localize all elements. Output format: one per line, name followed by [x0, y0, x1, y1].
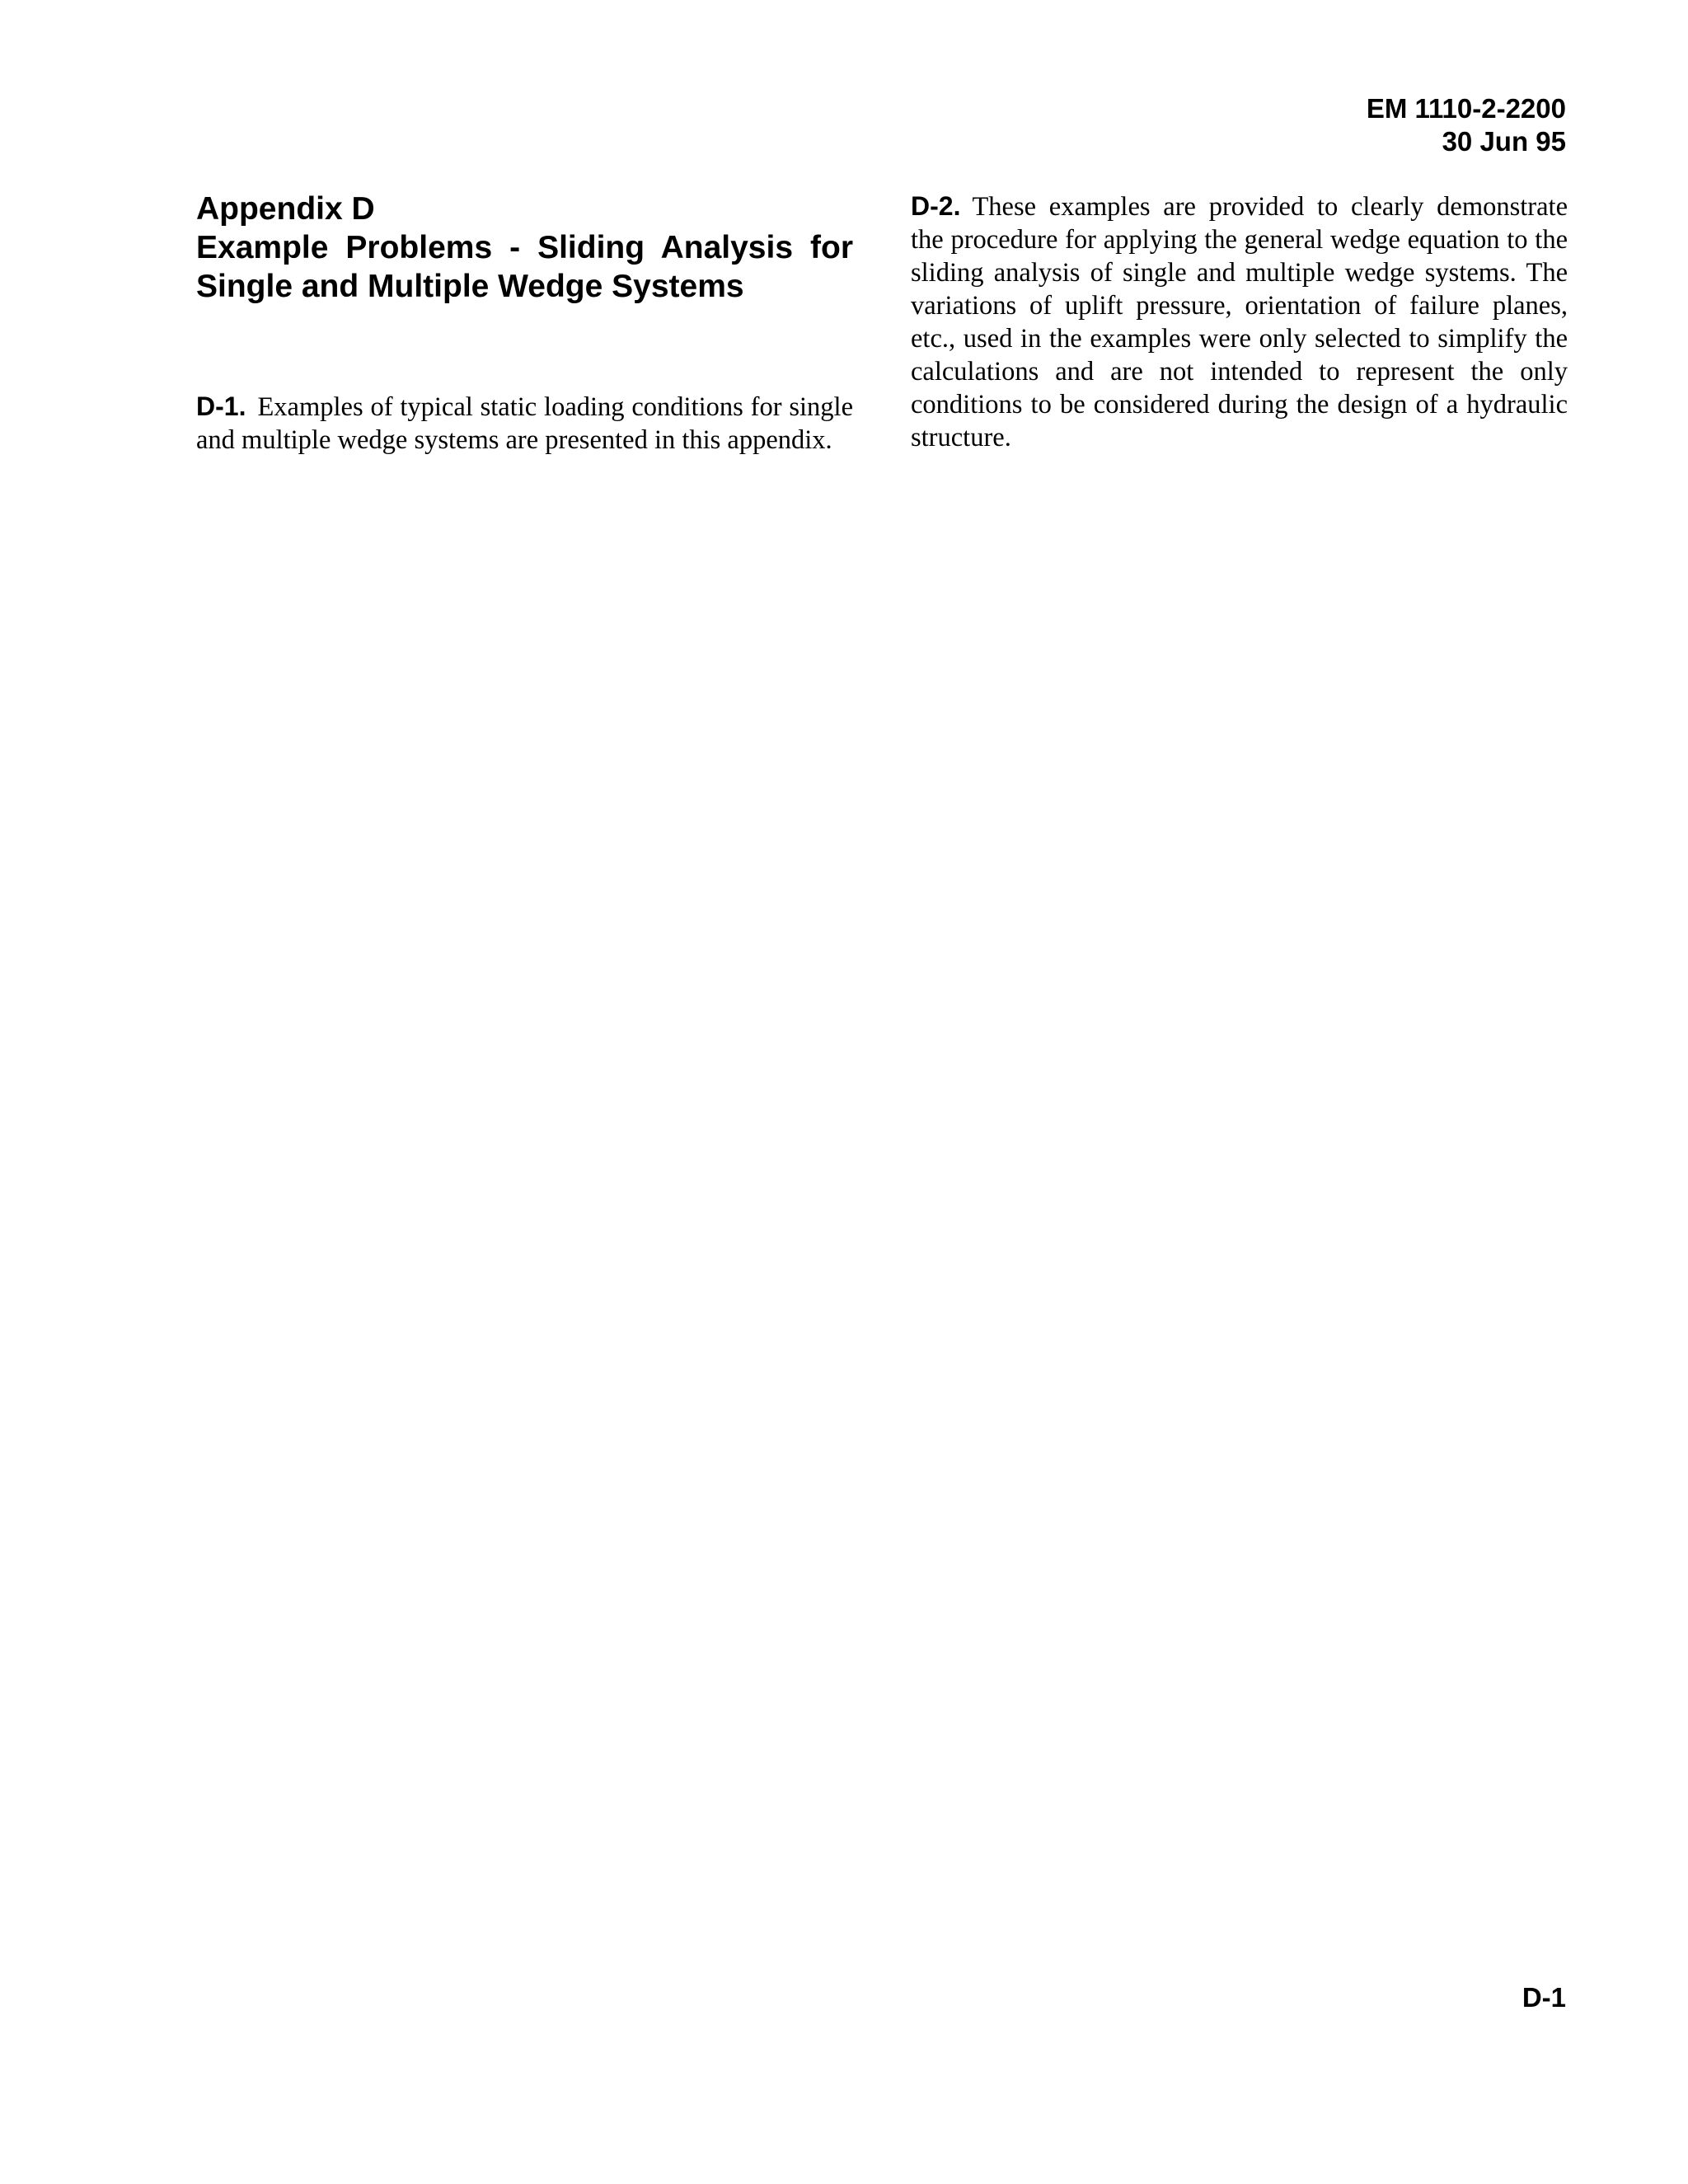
paragraph-label: D-2. — [911, 191, 961, 221]
appendix-label: Appendix D — [196, 191, 375, 227]
document-date: 30 Jun 95 — [1442, 126, 1566, 157]
paragraph-text: Examples of typical static loading conditions for single and multiple wedge systems are presented in this appendix. — [196, 392, 853, 455]
document-number: EM 1110-2-2200 — [1366, 93, 1566, 124]
left-column — [196, 190, 853, 457]
paragraph-d2 — [911, 190, 1568, 454]
page-number: D-1 — [1522, 1982, 1566, 2013]
right-column — [911, 190, 1568, 454]
paragraph-text: These examples are provided to clearly demonstrate the procedure for applying the general wedge equation to the sliding analysis of single and multiple wedge systems. The variations of uplift pressure, orientation of failure planes, etc., used in the examples were only selected to simplify the calculations and are not intended to represent the only conditions to be considered during the design of a hydraulic structure. — [911, 192, 1568, 452]
appendix-title-line-1: Example Problems - Sliding Analysis for — [196, 230, 853, 265]
paragraph-d1 — [196, 390, 853, 457]
paragraph-label: D-1. — [196, 391, 246, 421]
appendix-title-line-2: Single and Multiple Wedge Systems — [196, 269, 744, 304]
document-header — [1367, 92, 1566, 158]
appendix-heading — [196, 190, 853, 306]
